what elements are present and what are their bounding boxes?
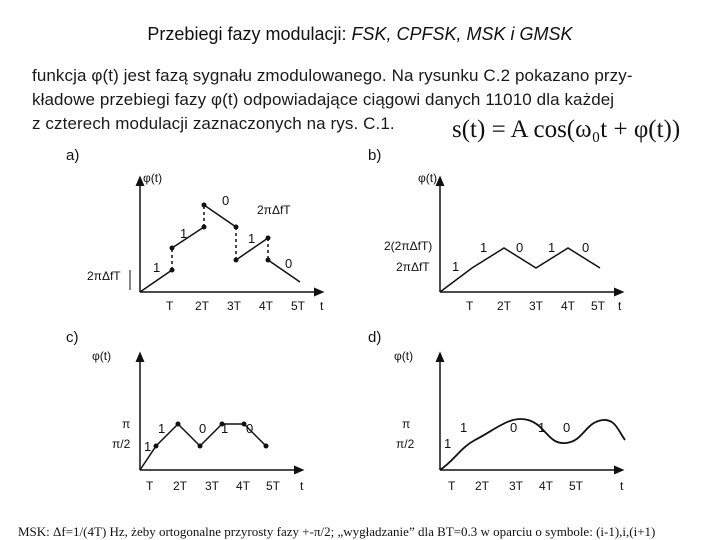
- panel-a-xtick-1: T: [166, 299, 174, 313]
- panel-d-ytick-pi2: π/2: [396, 437, 415, 451]
- panel-a-xtick-2: 2T: [195, 299, 210, 313]
- panel-b-xtick-3: 3T: [529, 299, 544, 313]
- panel-b-xtick-2: 2T: [497, 299, 512, 313]
- panel-d-label: d): [368, 329, 382, 346]
- panel-d-phase-curve: [440, 419, 625, 470]
- panel-d-xtick-1: T: [448, 479, 456, 493]
- panel-a-step-label: 2πΔfT: [257, 203, 291, 217]
- panel-d-bit-5: 0: [563, 420, 571, 435]
- panel-a-xtick-3: 3T: [227, 299, 242, 313]
- panel-a-bit-4: 1: [248, 231, 256, 246]
- panel-a-xaxis-label: t: [320, 299, 324, 313]
- panel-d-xtick-4: 4T: [539, 479, 554, 493]
- panel-b-xtick-5: 5T: [591, 299, 606, 313]
- panel-c-label: c): [66, 329, 79, 346]
- panel-c-ytick-pi2: π/2: [112, 437, 131, 451]
- paragraph-line-3: z czterech modulacji zaznaczonych na rys. C.1.: [32, 114, 395, 133]
- panel-b: [368, 147, 622, 313]
- panel-d-xtick-3: 3T: [509, 479, 524, 493]
- panel-d-xtick-5: 5T: [569, 479, 584, 493]
- panel-d-xaxis-label: t: [620, 479, 624, 493]
- panel-d-bit-2: 1: [460, 420, 468, 435]
- panel-b-xtick-1: T: [466, 299, 474, 313]
- panel-c-bit-3: 0: [199, 421, 207, 436]
- panel-d-ytick-pi: π: [402, 417, 411, 431]
- panel-c-xtick-2: 2T: [173, 479, 188, 493]
- paragraph-line-1: funkcja φ(t) jest fazą sygnału zmodulowanego. Na rysunku C.2 pokazano przy-: [32, 66, 633, 85]
- panel-b-ytick-2: 2(2πΔfT): [384, 239, 433, 253]
- panel-d: [368, 329, 625, 493]
- panel-b-bit-4: 1: [548, 240, 556, 255]
- panel-c-xtick-1: T: [146, 479, 154, 493]
- panel-b-bit-1: 1: [452, 259, 460, 274]
- panel-c-xaxis-label: t: [300, 479, 304, 493]
- panel-a-bit-1: 1: [153, 260, 161, 275]
- panel-b-yaxis-label: φ(t): [418, 171, 438, 185]
- panel-a-bit-3: 0: [222, 193, 230, 208]
- panel-d-xtick-2: 2T: [475, 479, 490, 493]
- panel-a-bit-5: 0: [285, 256, 293, 271]
- panel-d-bit-3: 0: [510, 420, 518, 435]
- panel-b-xtick-4: 4T: [561, 299, 576, 313]
- panel-c-yaxis-label: φ(t): [92, 349, 112, 363]
- footer-note: MSK: Δf=1/(4T) Hz, żeby ortogonalne przyrosty fazy +-π/2; „wygładzanie” dla BT=0.3 w oparciu o symbole: (i-1),i,(i+1): [18, 524, 656, 539]
- title-modulations: FSK, CPFSK, MSK i GMSK: [351, 24, 573, 44]
- paragraph-line-2: kładowe przebiegi fazy φ(t) odpowiadające ciągowi danych 11010 dla każdej: [32, 90, 615, 109]
- panel-c-bit-1: 1: [144, 439, 152, 454]
- panel-a-xtick-5: 5T: [291, 299, 306, 313]
- panel-b-label: b): [368, 147, 382, 164]
- panel-a-bit-2: 1: [180, 226, 188, 241]
- signal-formula: s(t) = A cos(ω₀t + φ(t)): [452, 116, 681, 143]
- panel-a-xtick-4: 4T: [259, 299, 274, 313]
- panel-c-ytick-pi: π: [122, 417, 131, 431]
- title-prefix: Przebiegi fazy modulacji:: [147, 24, 347, 44]
- panel-c-bit-4: 1: [221, 421, 229, 436]
- panel-c-bit-2: 1: [158, 421, 166, 436]
- panel-b-ytick-1: 2πΔfT: [396, 260, 430, 274]
- panel-b-bit-2: 1: [480, 240, 488, 255]
- panel-c-xtick-3: 3T: [205, 479, 220, 493]
- panel-a: [66, 147, 324, 313]
- panel-b-bit-3: 0: [516, 240, 524, 255]
- panel-a-label: a): [66, 147, 80, 164]
- panel-d-yaxis-label: φ(t): [394, 349, 414, 363]
- panel-b-bit-5: 0: [582, 240, 590, 255]
- panel-b-xaxis-label: t: [618, 299, 622, 313]
- panel-c-bit-5: 0: [246, 421, 254, 436]
- panel-d-bit-4: 1: [538, 420, 546, 435]
- panel-d-bit-1: 1: [444, 436, 452, 451]
- panel-c-xtick-4: 4T: [236, 479, 251, 493]
- panel-a-ytick-1: 2πΔfT: [87, 269, 121, 283]
- panel-c-xtick-5: 5T: [266, 479, 281, 493]
- panel-a-yaxis-label: φ(t): [143, 171, 163, 185]
- panel-c: [66, 329, 304, 493]
